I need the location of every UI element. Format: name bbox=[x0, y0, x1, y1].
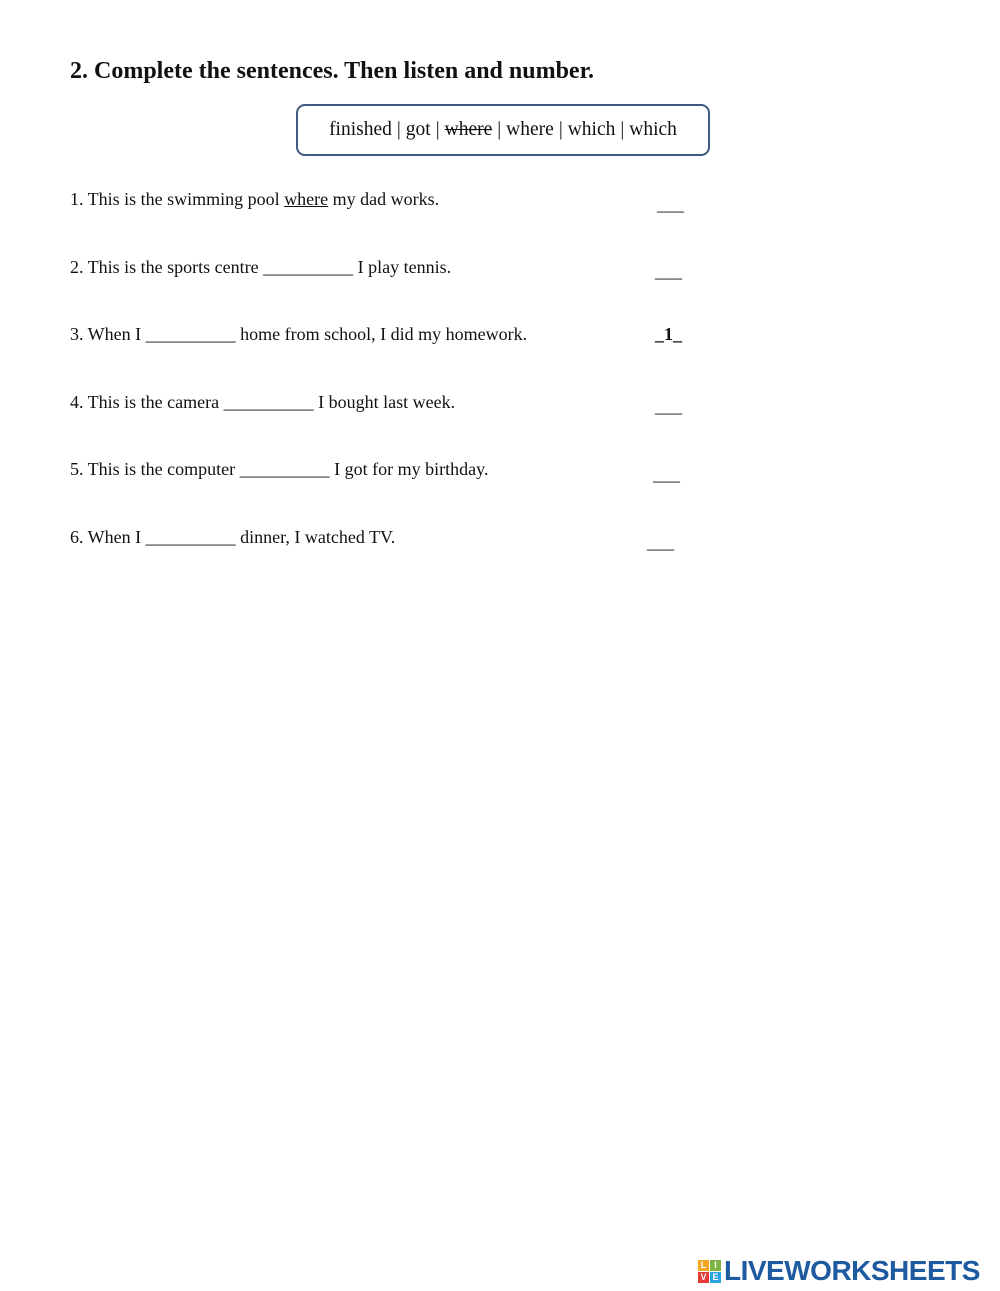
sentence-text: my dad works. bbox=[328, 189, 440, 209]
answer-field[interactable]: __________ bbox=[263, 257, 354, 277]
word-bank-word: got bbox=[405, 119, 431, 140]
number-field[interactable]: ___ bbox=[655, 261, 682, 281]
sentence-text: 4. This is the camera bbox=[70, 392, 224, 412]
sentence-text: 3. When I bbox=[70, 324, 146, 344]
number-field[interactable]: ___ bbox=[655, 396, 682, 416]
logo-wordmark: LIVEWORKSHEETS bbox=[724, 1255, 980, 1286]
word-separator: | bbox=[435, 119, 440, 140]
sentence-3 bbox=[70, 324, 527, 345]
sentence-text: I bought last week. bbox=[313, 392, 456, 412]
number-field[interactable]: ___ bbox=[647, 532, 674, 552]
answer-field[interactable]: __________ bbox=[145, 527, 236, 547]
logo-tile: V bbox=[698, 1272, 709, 1283]
answer-field[interactable]: __________ bbox=[223, 392, 314, 412]
answer-field[interactable]: where bbox=[284, 189, 329, 209]
word-bank bbox=[296, 104, 710, 156]
answer-field[interactable]: __________ bbox=[239, 459, 330, 479]
word-separator: | bbox=[396, 119, 401, 140]
word-bank-word: where bbox=[506, 119, 554, 140]
number-field[interactable]: _1_ bbox=[655, 324, 682, 344]
sentence-text: 6. When I bbox=[70, 527, 146, 547]
logo-tile: I bbox=[710, 1260, 721, 1271]
logo-icon bbox=[698, 1260, 721, 1283]
sentence-text: 1. This is the swimming pool bbox=[70, 189, 285, 209]
word-separator: | bbox=[558, 119, 563, 140]
word-separator: | bbox=[497, 119, 502, 140]
word-bank-word: finished bbox=[329, 119, 392, 140]
word-separator: | bbox=[620, 119, 625, 140]
sentence-6 bbox=[70, 527, 395, 548]
sentence-4 bbox=[70, 392, 455, 413]
word-bank-word: which bbox=[629, 119, 677, 140]
answer-field[interactable]: __________ bbox=[145, 324, 236, 344]
sentence-text: dinner, I watched TV. bbox=[235, 527, 396, 547]
liveworksheets-logo bbox=[698, 1256, 980, 1286]
word-bank-word-used: where bbox=[444, 119, 493, 140]
number-field[interactable]: ___ bbox=[653, 464, 680, 484]
sentence-text: 2. This is the sports centre bbox=[70, 257, 264, 277]
sentence-text: I play tennis. bbox=[353, 257, 452, 277]
logo-tile: L bbox=[698, 1260, 709, 1271]
sentence-text: 5. This is the computer bbox=[70, 459, 240, 479]
sentence-text: home from school, I did my homework. bbox=[235, 324, 528, 344]
sentence-text: I got for my birthday. bbox=[329, 459, 489, 479]
sentence-5 bbox=[70, 459, 488, 480]
number-field[interactable]: ___ bbox=[657, 194, 684, 214]
exercise-title: 2. Complete the sentences. Then listen and number. bbox=[70, 58, 595, 84]
word-bank-word: which bbox=[567, 119, 616, 140]
sentence-1 bbox=[70, 189, 439, 210]
sentence-2 bbox=[70, 257, 451, 278]
logo-tile: E bbox=[710, 1272, 721, 1283]
